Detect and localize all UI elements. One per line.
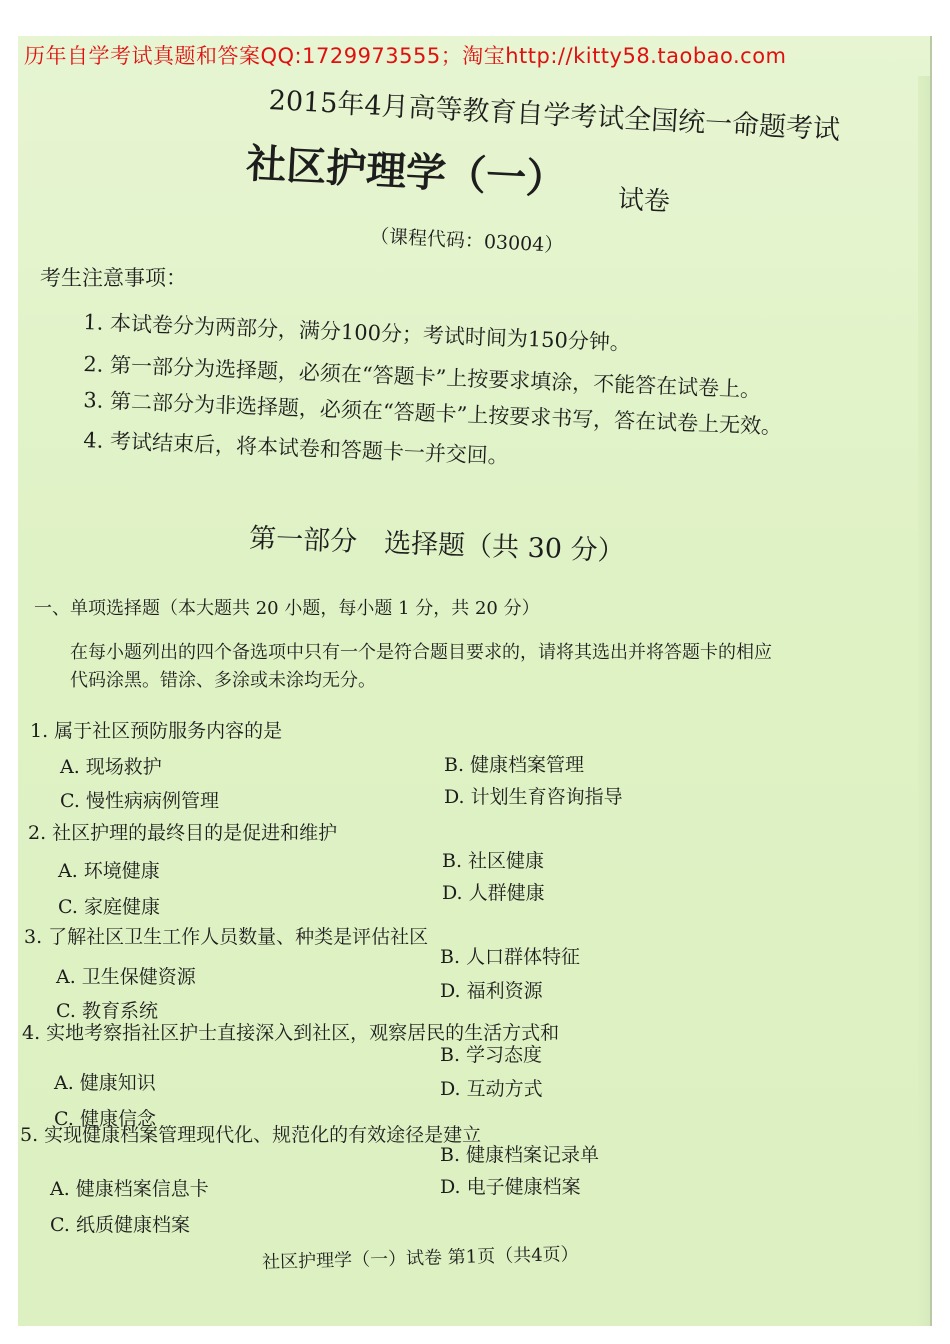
option-b: B. 健康档案管理 xyxy=(444,754,585,776)
paper-label: 试卷 xyxy=(617,184,671,218)
option-b: B. 社区健康 xyxy=(442,850,545,872)
question-stem: 1. 属于社区预防服务内容的是 xyxy=(30,720,283,742)
part-one-title: 第一部分 选择题（共 30 分） xyxy=(248,522,626,568)
question-stem: 4. 实地考察指社区护士直接深入到社区，观察居民的生活方式和 xyxy=(22,1022,560,1044)
option-a: A. 健康档案信息卡 xyxy=(50,1178,209,1200)
question-stem: 2. 社区护理的最终目的是促进和维护 xyxy=(28,822,338,844)
paper-fold-shadow xyxy=(918,76,932,1326)
subject-title: 社区护理学（一） xyxy=(245,139,568,204)
option-b: B. 健康档案记录单 xyxy=(440,1144,600,1166)
watermark-banner: 历年自学考试真题和答案QQ:1729973555；淘宝http://kitty58.taobao.com xyxy=(24,44,787,68)
option-c: C. 纸质健康档案 xyxy=(50,1214,190,1236)
option-d: D. 计划生育咨询指导 xyxy=(444,786,623,808)
option-d: D. 福利资源 xyxy=(440,980,543,1002)
note-item: 1. 本试卷分为两部分，满分100分；考试时间为150分钟。 xyxy=(82,309,632,356)
notes-heading: 考生注意事项： xyxy=(40,266,187,290)
option-a: A. 健康知识 xyxy=(54,1072,156,1094)
question-stem: 5. 实现健康档案管理现代化、规范化的有效途径是建立 xyxy=(20,1124,482,1146)
page-footer: 社区护理学（一）试卷 第1页（共4页） xyxy=(261,1243,579,1274)
note-item: 4. 考试结束后，将本试卷和答题卡一并交回。 xyxy=(82,427,510,469)
option-d: D. 电子健康档案 xyxy=(440,1176,581,1198)
note-item: 2. 第一部分为选择题，必须在“答题卡”上按要求填涂，不能答在试卷上。 xyxy=(82,351,762,403)
option-a: A. 环境健康 xyxy=(58,860,160,882)
option-d: D. 互动方式 xyxy=(440,1078,543,1100)
option-b: B. 人口群体特征 xyxy=(440,946,581,968)
option-c: C. 健康信念 xyxy=(54,1108,156,1130)
option-b: B. 学习态度 xyxy=(440,1044,543,1066)
section-heading: 一、单项选择题（本大题共 20 小题，每小题 1 分，共 20 分） xyxy=(34,598,540,619)
instruction-line: 代码涂黑。错涂、多涂或未涂均无分。 xyxy=(70,670,376,691)
note-item: 3. 第二部分为非选择题，必须在“答题卡”上按要求书写，答在试卷上无效。 xyxy=(82,387,783,439)
course-code: （课程代码：03004） xyxy=(369,224,564,258)
option-c: C. 教育系统 xyxy=(56,1000,158,1022)
option-c: C. 慢性病病例管理 xyxy=(60,790,219,812)
option-a: A. 现场救护 xyxy=(60,756,162,778)
option-c: C. 家庭健康 xyxy=(58,896,160,918)
question-stem: 3. 了解社区卫生工作人员数量、种类是评估社区 xyxy=(24,926,429,948)
option-a: A. 卫生保健资源 xyxy=(56,966,196,988)
option-d: D. 人群健康 xyxy=(442,882,545,904)
exam-title: 2015年4月高等教育自学考试全国统一命题考试 xyxy=(268,84,841,146)
instruction-line: 在每小题列出的四个备选项中只有一个是符合题目要求的，请将其选出并将答题卡的相应 xyxy=(70,642,772,663)
